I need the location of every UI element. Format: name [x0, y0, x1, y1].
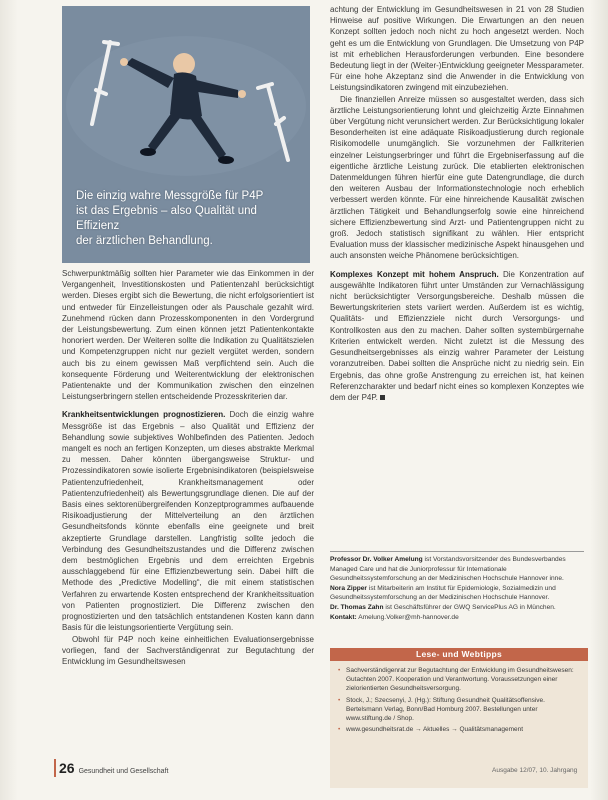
bullet-icon: •: [338, 696, 341, 704]
bio-divider: [330, 551, 584, 552]
reading-tips-heading: Lese- und Webtipps: [330, 648, 588, 661]
author-name: Professor Dr. Volker Amelung: [330, 556, 423, 563]
list-item: [338, 666, 580, 694]
author-name: Nora Zipper: [330, 584, 368, 592]
end-of-article-icon: [380, 395, 385, 400]
body-paragraph: [62, 409, 314, 633]
list-item-text: Stock, J.; Szecsenyi, J. (Hg.): Stiftung Gesundheit Qualitätsoffensive. Bertelsmann Verlag, Bonn/Bad Homburg 2007. Bestellungen unter www.stiftung.de / Shop.: [346, 696, 545, 723]
list-item[interactable]: [338, 725, 580, 734]
footer: [40, 760, 168, 776]
bullet-icon: •: [338, 667, 341, 674]
bio-entry: [330, 603, 584, 622]
bio-text: ist Vorstandsvorsitzender des Bundesverbandes Managed Care und hat die Juniorprofessur für Internationale Gesundheitssystemforschung an der Medizinischen Hochschule Hannover inne.: [330, 556, 566, 583]
page-number: 26: [59, 760, 75, 776]
caption-line: Die einzig wahre Messgröße für P4P: [76, 190, 264, 202]
bio-entry: [330, 555, 584, 584]
bio-entry: [330, 584, 584, 603]
body-paragraph: Die finanziellen Anreize müssen so ausgestaltet werden, dass sich ärztliche Leistungsorientierung lohnt und gleichzeitig Ärzte Einnahmen über Vergütung nicht verunsichert werden. Zur Berücksichtigung lokaler Besonderheiten ist eine adäquate Risikoadjustierung durch regionale Risikomodelle unumgänglich. Sie vorzunehmen der Fallkriterien einzelner Leistungserbringer und führt die Ergebniserfassung auf die eigentliche ärztliche Leistung zurück. Die etablierten elektronischen Datenmeldungen führen hierfür eine gute Datengrundlage, die durch den weiteren Ausbau der Informationstechnologie noch erheblich verbessert werden könnte. Für eine hinreichende Kausalität zwischen ärztlichen Tätigkeit und Behandlungserfolg sowie eine hinreichend sichere Effizienzbewertung sind Arzt- und Patientengruppen nicht zu groß. Jedoch statistisch signifikant zu wählen. Hier entspricht Evaluation muss der klassischer medizinische Aspekt hinausgehen und auch ansonsten weiche Phänomene berücksichtigen.: [330, 94, 584, 261]
web-link[interactable]: www.gesundheitsrat.de → Aktuelles → Qualitätsmanagement: [346, 726, 524, 734]
list-item: [338, 696, 580, 724]
author-bio: [330, 555, 584, 622]
publication-title: Gesundheit und Gesellschaft: [78, 768, 169, 775]
subheading: Krankheitsentwicklungen prognostizieren.: [62, 410, 226, 420]
left-column: [62, 268, 314, 667]
issue-info: Ausgabe 12/07, 10. Jahrgang: [492, 767, 578, 774]
body-text: Doch die einzig wahre Messgröße ist das Ergebnis – also Qualität und Effizienz der Behandlung sowie subjektives Wohlbefinden des Patienten. Jedoch mangelt es noch an fertigen Konzepten, um dieses abstrakte Merkmal zu messen. Daher könnten übergangsweise Struktur- und Prozessindikatoren sowie isolierte Ergebnisindikatoren (beispielsweise Patientenzufriedenheit, Krankheitsmanagement oder Patientenzufriedenheit) als Bewertungsgrundlage dienen. Die auf der Basis eines sektorenübergreifenden Konzeptprogrammes aufbauende Risikoadjustierung der Mittelverteilung an den ärztlichen Gesundheitsfonds könnte ebenfalls eine geeignete und breit akzeptierte Grundlage darstellen. Langfristig sollte jedoch die Verbindung des Gesundheitszustandes und die Differenz zwischen dem bestmöglichen Ergebnis und dem erreichten Ergebnis ausschlaggebend für eine Effizienzbewertung sein. Dabei hilft die Methode des „Predictive Modelling“, die mit einem statistischen Verfahren zu erwartende Kosten entsprechend der Krankheitssituation von Patienten prognostiziert. Die Differenz zwischen den prognostizierten und den tatsächlich entstandenen Kosten kann dann Basis für die leistungsorientierte Vergütung sein.: [62, 410, 315, 633]
bullet-icon: •: [338, 726, 341, 734]
article-illustration: [62, 6, 310, 263]
caption-line: der ärztlichen Behandlung.: [76, 235, 213, 247]
list-item-text: Sachverständigenrat zur Begutachtung der Entwicklung im Gesundheitswesen: Gutachten 2007. Kooperation und Verantwortung. Voraussetzungen einer zielorientierten Gesundheitsversorgung.: [346, 667, 574, 693]
caption-line: ist das Ergebnis – also Qualität und Effizienz: [76, 205, 257, 232]
body-paragraph: Schwerpunktmäßig sollten hier Parameter wie das Einkommen in der Vergangenheit, Investitionskosten und Patientenzahl berücksichtigt werden. Dieses ergibt sich die Bewertung, die nicht erfolgsorientiert ist und entweder für Einzelleistungen oder als Pauschale gezahlt wird. Zunehmend rücken dann Prozesskomponenten in den Vordergrund der Leistungsbewertung. Zum einen können jetzt Patientenkontakte honoriert werden. Der Weiteren sollte die Indikation zu Qualitätszielen und Kompetenzgruppen nicht nur gezielt vergütet werden, sondern auch bis zu einem gewissen Maß verpflichtend sein. Auch die konsequente Förderung und Weiterentwicklung der elektronischen Patientenakte und der Kommunikation zwischen den einzelnen Leistungserbringern stellen entscheidende Prozesskriterien dar.: [62, 269, 314, 402]
contact-email: Amelung.Volker@mh-hannover.de: [356, 613, 459, 621]
reading-tips-list: [330, 661, 588, 734]
subheading: Komplexes Konzept mit hohem Anspruch.: [330, 269, 499, 279]
body-paragraph: achtung der Entwicklung im Gesundheitswesen in 21 von 28 Studien Hinweise auf positive Wirkungen. Die Erwartungen an den neuen Konzept sollten jedoch noch nicht zu hoch angesetzt werden. Noch geht es um die Entwicklung von Grundlagen. Die Umsetzung von P4P ist mit erheblichen Herausforderungen verbunden. Eine besondere Bedeutung liegt in der (Weiter-)Entwicklung geeigneter Messparameter. Für eine hohe Akzeptanz sind die Anwender in die Entwicklung von Leistungsindikatoren zwingend mit einzubeziehen.: [330, 5, 584, 93]
body-paragraph: Obwohl für P4P noch keine einheitlichen Evaluationsergebnisse vorliegen, fand der Sachverständigenrat zur Begutachtung der Entwicklung im Gesundheitswesen: [62, 634, 314, 666]
body-paragraph: [330, 269, 584, 403]
contact-label: Kontakt:: [330, 613, 357, 621]
bio-text: ist Geschäftsführer der GWQ ServicePlus AG in München.: [383, 603, 556, 611]
author-name: Dr. Thomas Zahn: [330, 603, 384, 611]
body-text: Die Konzentration auf ausgewählte Indikatoren führt unter Umständen zur Vernachlässigung nicht berücksichtigter Versorgungsbereiche. Deshalb müssen die Bewertungskriterien stets variiert werden. Außerdem ist es wichtig, Qualitäts- und Effizienzziele nicht durch Versorgungs- und Kontrollkosten aus den zu machen. Daher sollten systembürgernahe Kriterien entwickelt werden. Nicht zuletzt ist die Messung des Gesundheitsergebnisses als einzig wahrer Parameter der Leistung voranzutreiben. Dabei sollten die Ansprüche nicht zu niedrig sein. Ein Ergebnis, das ohne große Anstrengung zu erreichen ist, hat keinen Referenzcharakter und bedarf nicht eines so komplexen Konzeptes wie dem der P4P.: [330, 269, 584, 402]
right-column: [330, 4, 584, 403]
bio-text: ist Mitarbeiterin am Institut für Epidemiologie, Sozialmedizin und Gesundheitssystemforschung an der Medizinischen Hochschule Hannover.: [330, 584, 556, 602]
illustration-caption: [62, 185, 310, 253]
